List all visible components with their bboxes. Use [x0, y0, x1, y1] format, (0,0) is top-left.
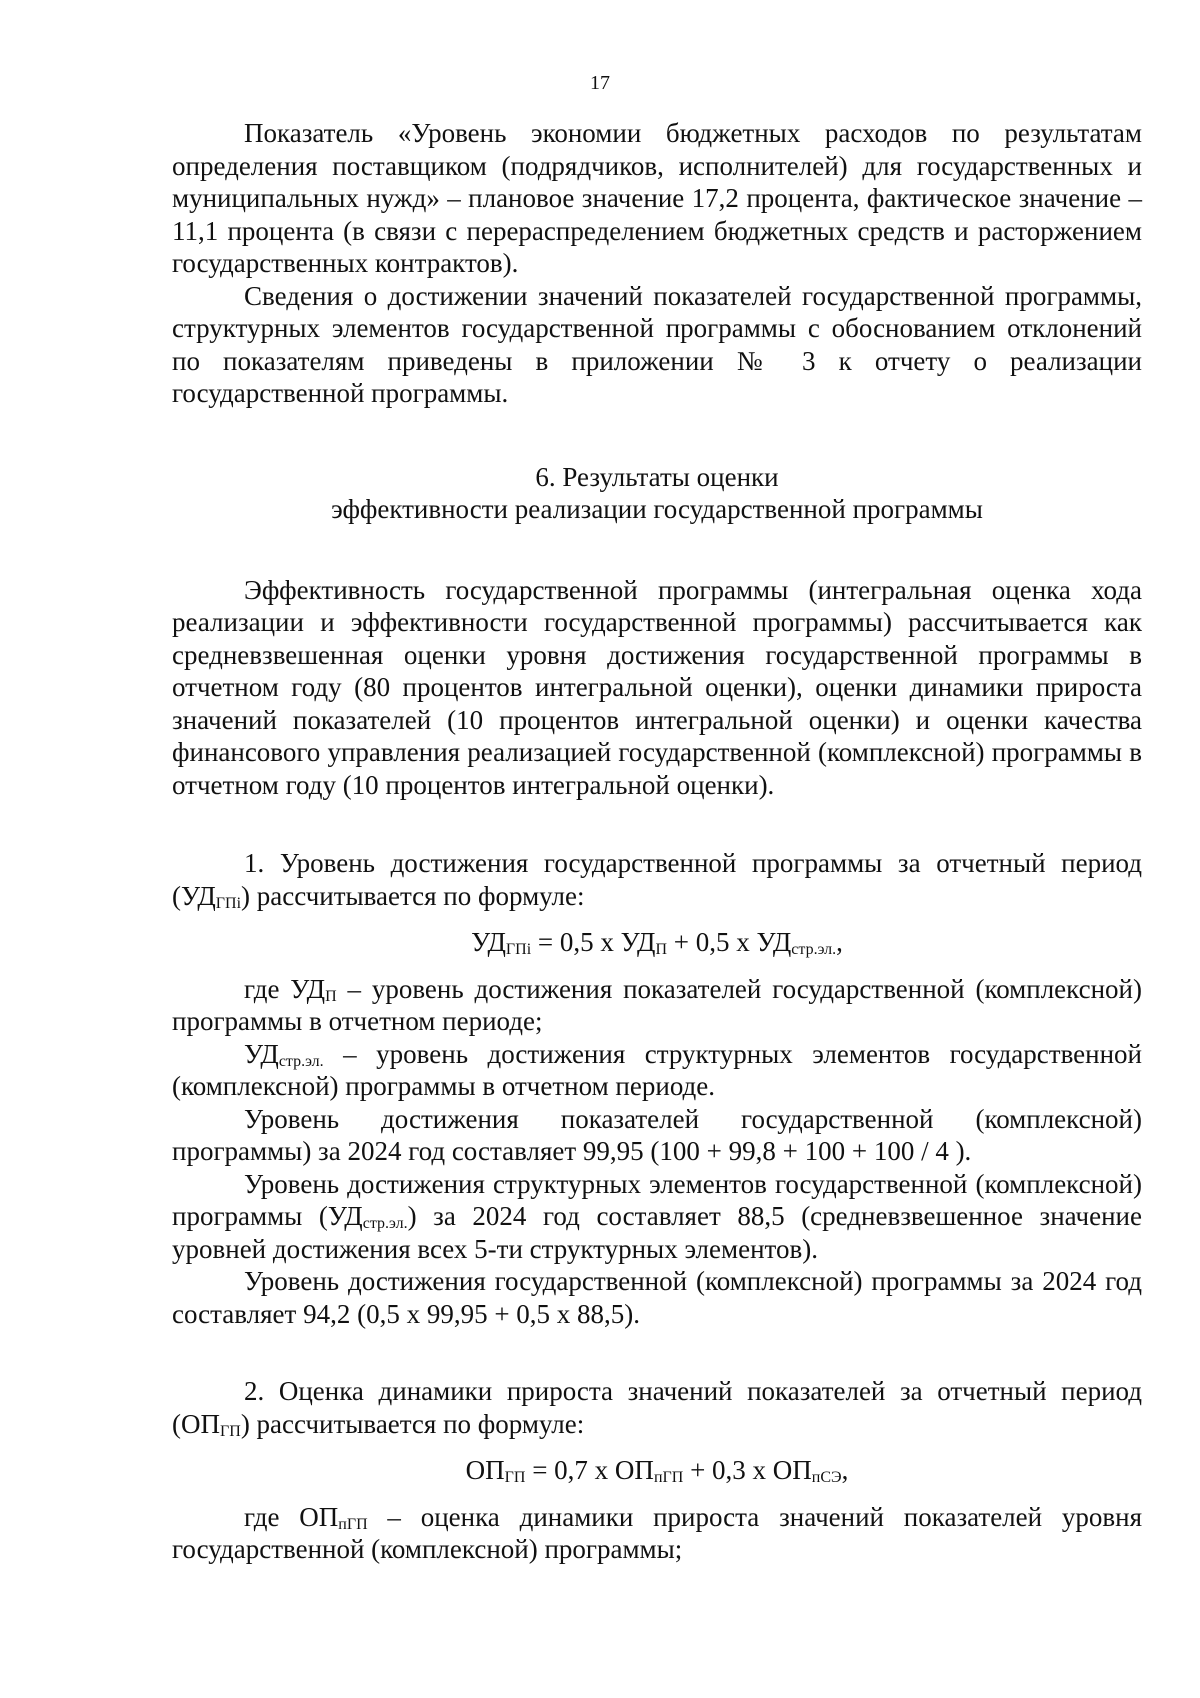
- item2-lead: 2. Оценка динамики прироста значений показателей за отчетный период $(ОП_{ГП})$ рассчитывается по формуле:: [172, 1376, 1142, 1440]
- paragraph-efficiency-intro: Эффективность государственной программы (интегральная оценка хода реализации и эффективности государственной программы) рассчитывается как средневзвешенная оценки уровня достижения государственной программы в отчетном году (80 процентов интегральной оценки), оценки динамики прироста значений показателей (10 процентов интегральной оценки) и оценки качества финансового управления реализацией государственной (комплексной) программы в отчетном году (10 процентов интегральной оценки).: [172, 574, 1142, 800]
- item1-definition-ud-p: где $УД_П$ – уровень достижения показателей государственной (комплексной) программы в отчетном периоде;: [172, 973, 1142, 1036]
- paragraph-indicator-info: Сведения о достижении значений показателей государственной программы, структурных элементов государственной программы с обоснованием отклонений по показателям приведены в приложении № 3 к отчету о реализации государственной программы.: [172, 280, 1142, 408]
- paragraph-economy-indicator: Показатель «Уровень экономии бюджетных расходов по результатам определения поставщиком (подрядчиков, исполнителей) для государственных и муниципальных нужд» – плановое значение 17,2 процента, фактическое значение – 11,1 процента (в связи с перераспределением бюджетных средств и расторжением государственных контрактов).: [172, 118, 1142, 278]
- item1-indicator-level: Уровень достижения показателей государственной (комплексной) программы) за 2024 год составляет 99,95 (100 + 99,8 + 100 + 100 / 4 ).: [172, 1103, 1142, 1166]
- page-number: 17: [590, 72, 610, 94]
- formula-op-gp: $ОП_{ГП} = 0,7$ х $ОП_{пГП} + 0,3$ х $ОП_{пСЭ}$,: [465, 1455, 849, 1486]
- section-heading-line-2: эффективности реализации государственной программы: [331, 494, 983, 524]
- item1-lead: 1. Уровень достижения государственной программы за отчетный период $(УД_{ГПi})$ рассчитывается по формуле:: [172, 848, 1142, 912]
- item2-definition-op-pgp: где $ОП_{пГП}$ – оценка динамики прироста значений показателей уровня государственной (комплексной) программы;: [172, 1501, 1142, 1564]
- item1-structural-level: Уровень достижения структурных элементов государственной (комплексной) программы $(УД_{стр.эл.})$ за 2024 год составляет 88,5 (средневзвешенное значение уровней достижения всех 5-ти структурных элементов).: [172, 1168, 1142, 1264]
- document-body: [172, 117, 1142, 1566]
- formula-ud-gp: $УД_{ГПi} = 0,5$ х $УД_П + 0,5$ х $УД_{стр.эл.}$,: [471, 927, 843, 958]
- item1-program-level: Уровень достижения государственной (комплексной) программы за 2024 год составляет 94,2 (0,5 х 99,95 + 0,5 х 88,5).: [172, 1266, 1142, 1329]
- section-heading-line-1: 6. Результаты оценки: [535, 461, 779, 492]
- section-heading: [172, 461, 1142, 526]
- item1-definition-ud-str: $УД_{стр.эл.}$ – уровень достижения структурных элементов государственной (комплексной) программы в отчетном периоде.: [172, 1038, 1142, 1101]
